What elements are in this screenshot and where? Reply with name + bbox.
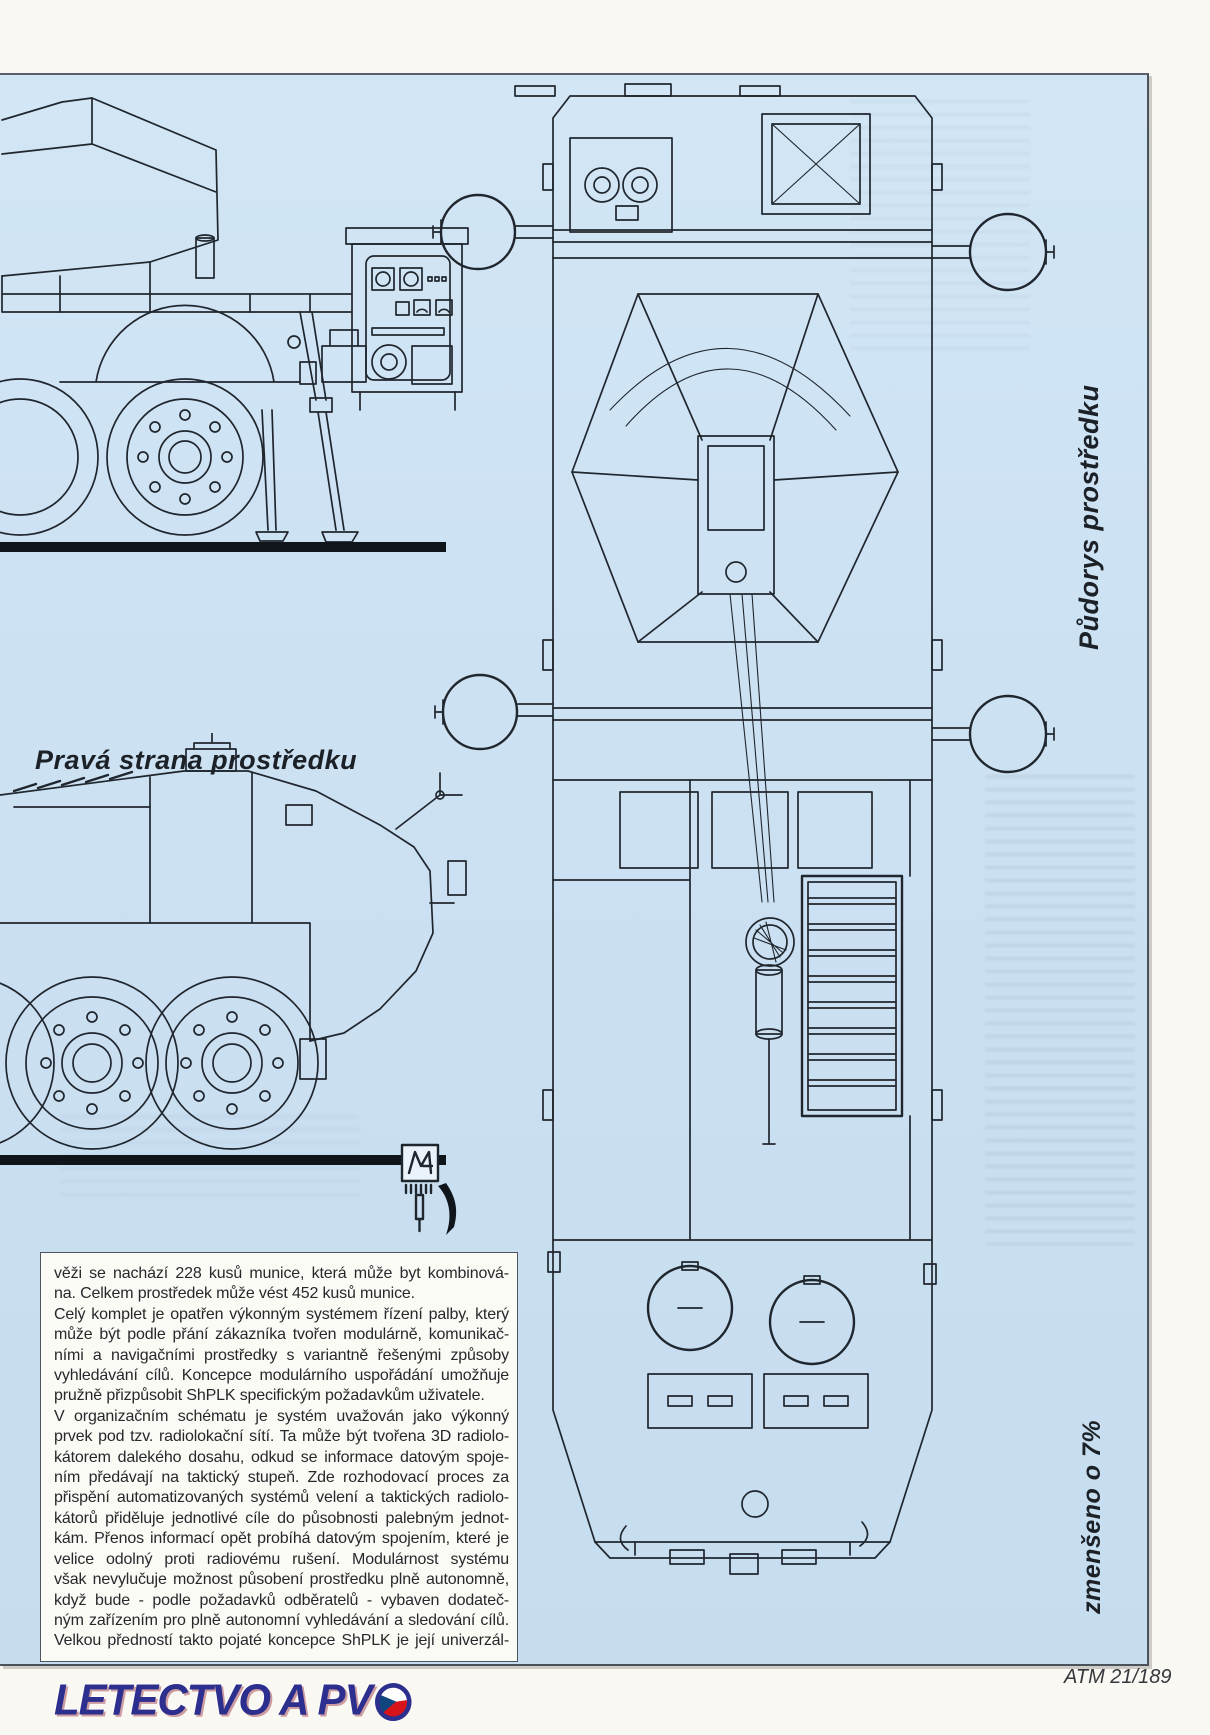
article-line: Celý komplet je opatřen výkonným systémem řízení palby, který <box>54 1305 509 1323</box>
scale-note: zmenšeno o 7% <box>1078 1419 1106 1614</box>
article-line: věži se nachází 228 kusů munice, která může byt kombinová- <box>54 1265 509 1282</box>
vehicle-right-side-drawing <box>0 733 500 1238</box>
article-line: Velkou předností takto pojaté koncepce ShPLK je její univerzál- <box>54 1632 509 1650</box>
article-line: vyhledávání cílů. Koncepce modulárního uspořádání umožňuje <box>54 1367 509 1385</box>
vehicle-side-top-drawing <box>0 80 500 560</box>
ground-line <box>0 542 446 552</box>
article-text-panel <box>40 1252 518 1662</box>
magazine-logo <box>54 1675 412 1725</box>
article-line: pružně přizpůsobit ShPLK specifickým požadavkům uživatele. <box>54 1387 485 1405</box>
page-reference: ATM 21/189 <box>1064 1666 1172 1688</box>
article-line: ním předávají na taktický stupeň. Zde rozhodovací proces za <box>54 1469 509 1487</box>
article-line: prvek pod tzv. radiolokační sítí. Ta může být tvořena 3D radiolo- <box>54 1428 509 1446</box>
article-line: kám. Přenos informací opět probíhá datovým spojením, které je <box>54 1530 509 1548</box>
side-view-caption: Pravá strana prostředku <box>35 745 358 775</box>
plan-view-caption: Půdorys prostředku <box>1074 384 1104 650</box>
article-line: ným zařízením pro plně autonomní vyhledávání a sledování cílů. <box>54 1611 509 1629</box>
article-line: na. Celkem prostředek může vést 452 kusů munice. <box>54 1285 415 1303</box>
article-line: ními a navigačními prostředky s variantně řešenými způsoby <box>54 1346 509 1364</box>
article-line: přispění automatizovaných systémů velení a taktických radiolo- <box>54 1489 509 1507</box>
article-line: může být podle přání zákazníka tvořen modulárně, komunikač- <box>54 1326 509 1344</box>
article-line: velice odolný proti radiovému rušení. Modulárnost systému <box>54 1550 509 1568</box>
magazine-logo-text: LETECTVO A PV <box>54 1675 372 1724</box>
article-line: však nevylučuje možnost působení prostředku plně autonomně, <box>54 1571 509 1589</box>
ground-line <box>0 1155 446 1165</box>
article-line: kátorem dalekého dosahu, odkud se informace datovým spoje- <box>54 1448 509 1466</box>
article-line: V organizačním schématu je systém uvažován jako výkonný <box>54 1407 509 1425</box>
article-text <box>54 1264 509 1652</box>
plan-view-drawing <box>430 80 1058 1582</box>
article-line: když bude - podle požadavků odběratelů - vybaven dodateč- <box>54 1591 509 1609</box>
article-line: kátorů přiděluje jednotlivé cíle do působnosti palebným jednot- <box>54 1509 509 1527</box>
czech-flag-icon <box>371 1680 414 1725</box>
